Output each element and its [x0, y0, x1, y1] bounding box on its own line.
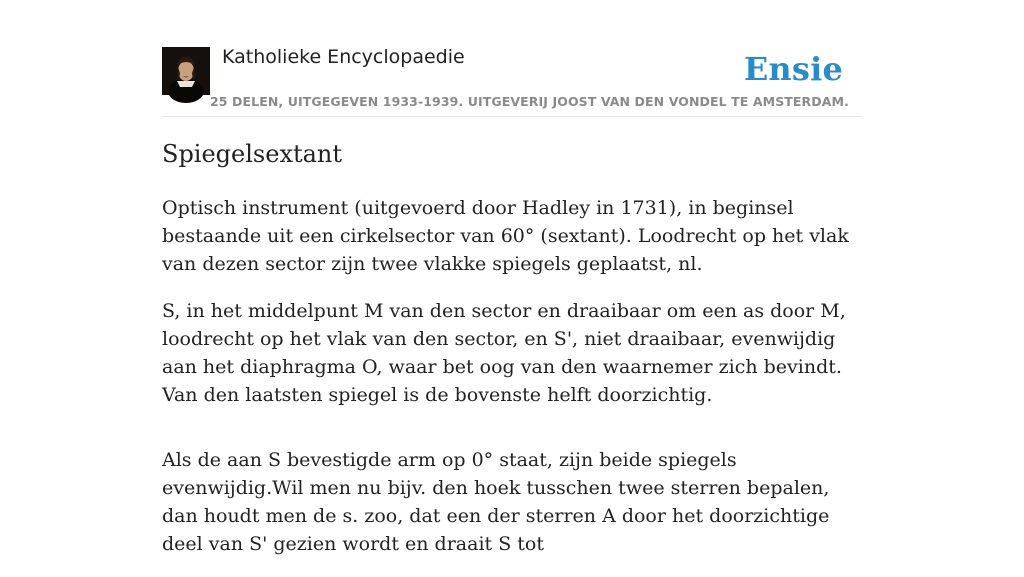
site-subtitle: 25 DELEN, UITGEGEVEN 1933-1939. UITGEVERIJ JOOST VAN DEN VONDEL TE AMSTERDAM. [210, 94, 849, 109]
article [162, 138, 862, 577]
article-paragraph: Als de aan S bevestigde arm op 0° staat, zijn beide spiegels evenwijdig.Wil men nu bijv. den hoek tusschen twee sterren bepalen, dan houdt men de s. zoo, dat een der sterren A door het doorzichtige deel van S' gezien wordt en draait S tot [162, 449, 830, 555]
site-header [162, 46, 862, 117]
article-paragraph: S, in het middelpunt M van den sector en draaibaar om een as door M, loodrecht op het vlak van den sector, en S', niet draaibaar, evenwijdig aan het diaphragma O, waar bet oog van den waarnemer zich bevindt. Van den laatsten spiegel is de bovenste helft doorzichtig. [162, 300, 846, 406]
article-title: Spiegelsextant [162, 140, 343, 168]
article-paragraph: Optisch instrument (uitgevoerd door Hadley in 1731), in beginsel bestaande uit een cirkelsector van 60° (sextant). Loodrecht op het vlak van dezen sector zijn twee vlakke spiegels geplaatst, nl. [162, 197, 849, 275]
brand-logo[interactable]: Ensie [743, 50, 843, 88]
portrait-icon [162, 47, 210, 95]
site-title[interactable]: Katholieke Encyclopaedie [222, 46, 465, 68]
avatar[interactable] [162, 47, 210, 95]
